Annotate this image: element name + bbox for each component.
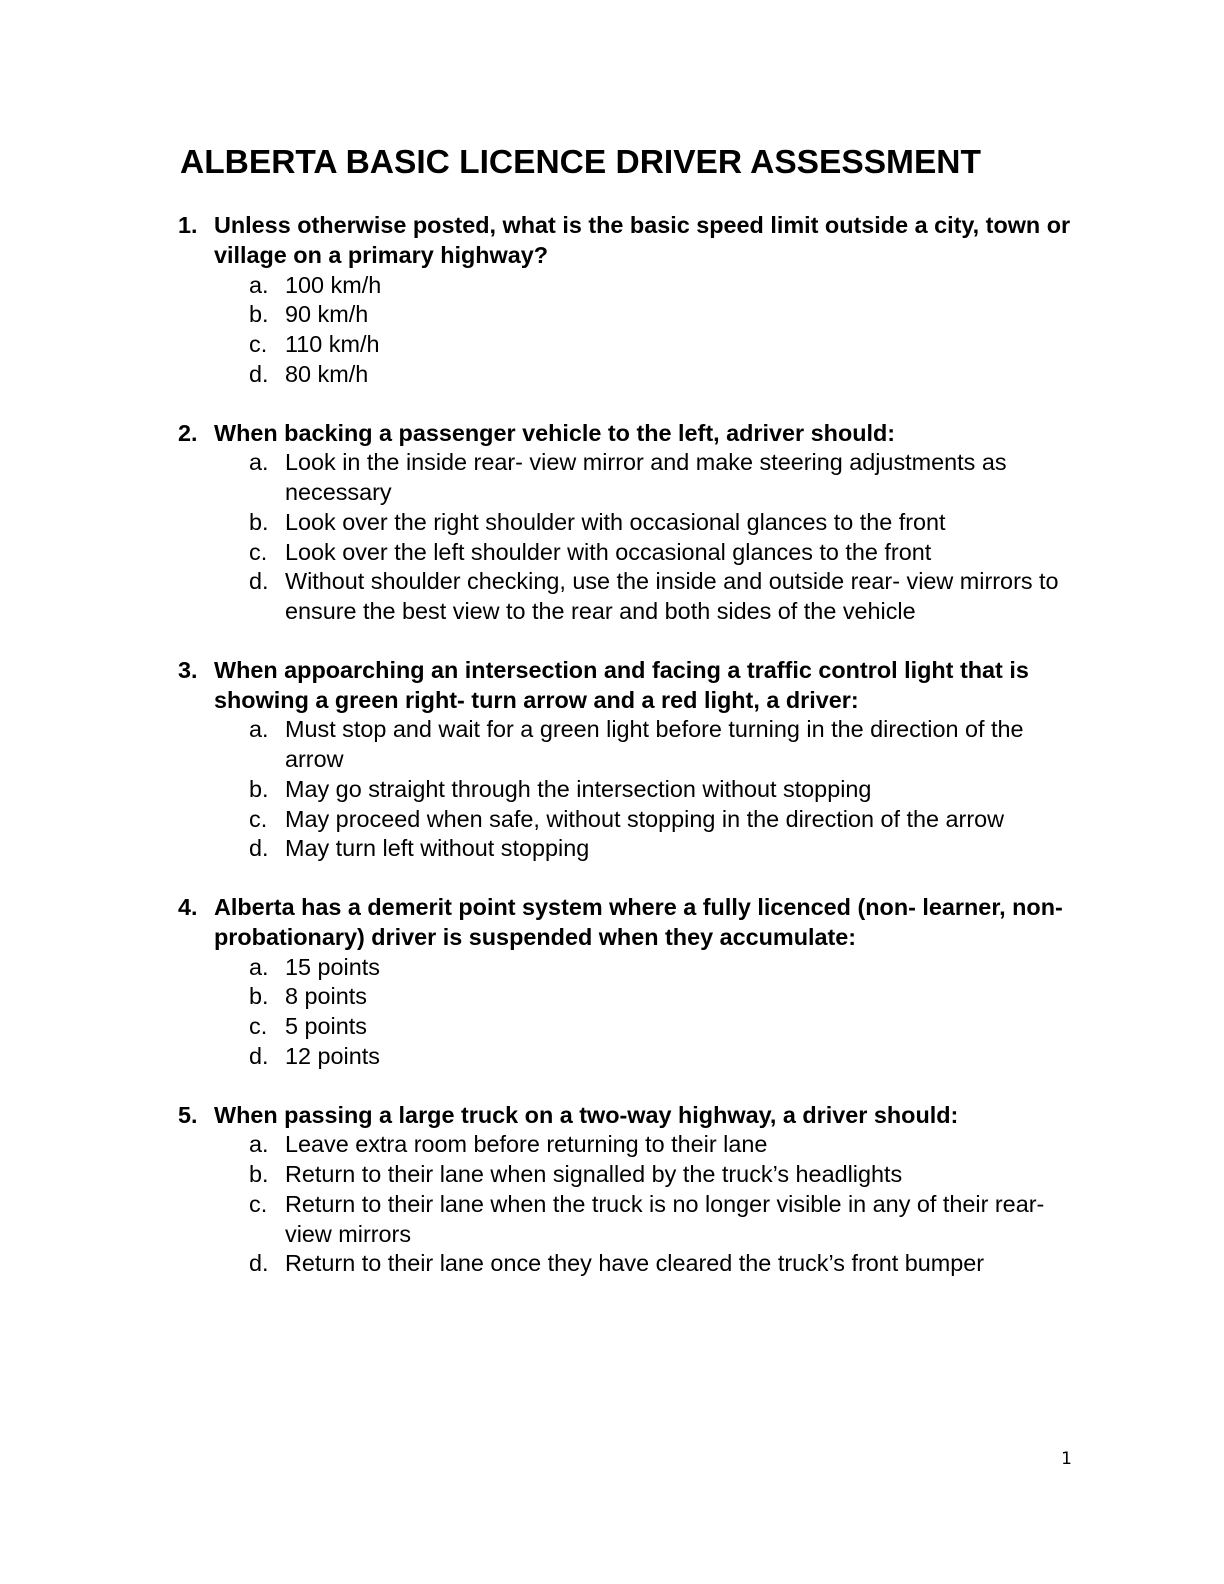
option-letter: d.	[249, 1042, 269, 1069]
question-text: When appoarching an intersection and facing a traffic control light that is showing a green right- turn arrow and a red light, a driver:	[214, 656, 1029, 713]
option-d	[0, 1249, 1224, 1279]
option-text: 100 km/h	[285, 271, 382, 298]
question-text: When passing a large truck on a two-way highway, a driver should:	[214, 1101, 959, 1128]
option-text: 110 km/h	[285, 331, 380, 357]
question-5	[0, 1101, 1224, 1280]
question-list	[0, 211, 1224, 1308]
option-letter: a.	[249, 271, 269, 298]
option-letter: b.	[249, 508, 269, 535]
option-letter: c.	[249, 331, 268, 357]
option-d	[0, 567, 1224, 627]
option-text: Look over the right shoulder with occasional glances to the front	[285, 508, 946, 535]
option-text: Return to their lane when signalled by the truck’s headlights	[285, 1161, 903, 1187]
option-b	[0, 508, 1224, 538]
option-text: 8 points	[285, 983, 367, 1010]
option-text: May proceed when safe, without stopping in the direction of the arrow	[285, 805, 1005, 832]
option-text: Return to their lane once they have cleared the truck’s front bumper	[285, 1250, 985, 1277]
option-letter: d.	[249, 835, 269, 862]
option-letter: b.	[249, 775, 269, 802]
option-text: Must stop and wait for a green light before turning in the direction of the arrow	[285, 716, 1024, 772]
question-text: Unless otherwise posted, what is the basic speed limit outside a city, town or village on a primary highway?	[214, 212, 1071, 268]
option-text: 90 km/h	[285, 301, 369, 328]
question-1	[0, 211, 1224, 390]
question-text: When backing a passenger vehicle to the left, adriver should:	[214, 419, 896, 446]
option-list	[0, 271, 1224, 390]
question-text: Alberta has a demerit point system where a fully licenced (non- learner, non- probationary) driver is suspended when they accumulate:	[214, 894, 1063, 950]
option-text: Leave extra room before returning to their lane	[285, 1131, 768, 1158]
option-letter: c.	[249, 805, 268, 832]
question-number: 2.	[178, 419, 198, 446]
option-text: Look in the inside rear- view mirror and make steering adjustments as necessary	[285, 449, 1007, 505]
option-text: 80 km/h	[285, 360, 369, 387]
option-a	[0, 448, 1224, 508]
option-letter: d.	[249, 1250, 269, 1277]
option-d	[0, 1042, 1224, 1072]
option-c	[0, 330, 1224, 360]
option-letter: a.	[249, 716, 269, 743]
question-4	[0, 893, 1224, 1072]
option-list	[0, 715, 1224, 864]
option-text: 12 points	[285, 1042, 380, 1069]
option-letter: d.	[249, 568, 269, 595]
option-b	[0, 1160, 1224, 1190]
question-number: 5.	[178, 1101, 198, 1128]
option-text: Look over the left shoulder with occasional glances to the front	[285, 538, 932, 565]
question-number: 1.	[178, 212, 198, 238]
option-letter: c.	[249, 1190, 268, 1217]
option-a	[0, 1130, 1224, 1160]
option-text: 5 points	[285, 1013, 367, 1039]
option-letter: a.	[249, 953, 269, 980]
option-text: Return to their lane when the truck is no longer visible in any of their rear- view mirrors	[285, 1190, 1045, 1247]
page-title: ALBERTA BASIC LICENCE DRIVER ASSESSMENT	[180, 144, 981, 181]
option-text: 15 points	[285, 953, 380, 980]
option-c	[0, 1190, 1224, 1250]
option-letter: c.	[249, 538, 268, 565]
option-text: May go straight through the intersection without stopping	[285, 775, 872, 802]
option-c	[0, 805, 1224, 835]
question-2	[0, 419, 1224, 627]
option-list	[0, 448, 1224, 627]
option-a	[0, 953, 1224, 983]
option-a	[0, 715, 1224, 775]
page-number: 1	[1061, 1449, 1072, 1469]
option-letter: d.	[249, 360, 269, 387]
option-d	[0, 834, 1224, 864]
option-b	[0, 982, 1224, 1012]
question-number: 4.	[178, 894, 198, 920]
option-d	[0, 360, 1224, 390]
option-letter: b.	[249, 1161, 269, 1187]
option-c	[0, 1012, 1224, 1042]
option-list	[0, 1130, 1224, 1279]
option-letter: a.	[249, 1131, 269, 1158]
option-text: Without shoulder checking, use the inside and outside rear- view mirrors to ensure the best view to the rear and both sides of the vehicle	[285, 568, 1059, 624]
option-b	[0, 775, 1224, 805]
option-list	[0, 953, 1224, 1072]
question-3	[0, 656, 1224, 864]
option-letter: b.	[249, 301, 269, 328]
question-number: 3.	[178, 656, 198, 683]
option-a	[0, 271, 1224, 301]
option-text: May turn left without stopping	[285, 835, 590, 862]
option-b	[0, 300, 1224, 330]
option-letter: b.	[249, 983, 269, 1010]
option-letter: c.	[249, 1013, 268, 1039]
option-c	[0, 538, 1224, 568]
option-letter: a.	[249, 449, 269, 476]
